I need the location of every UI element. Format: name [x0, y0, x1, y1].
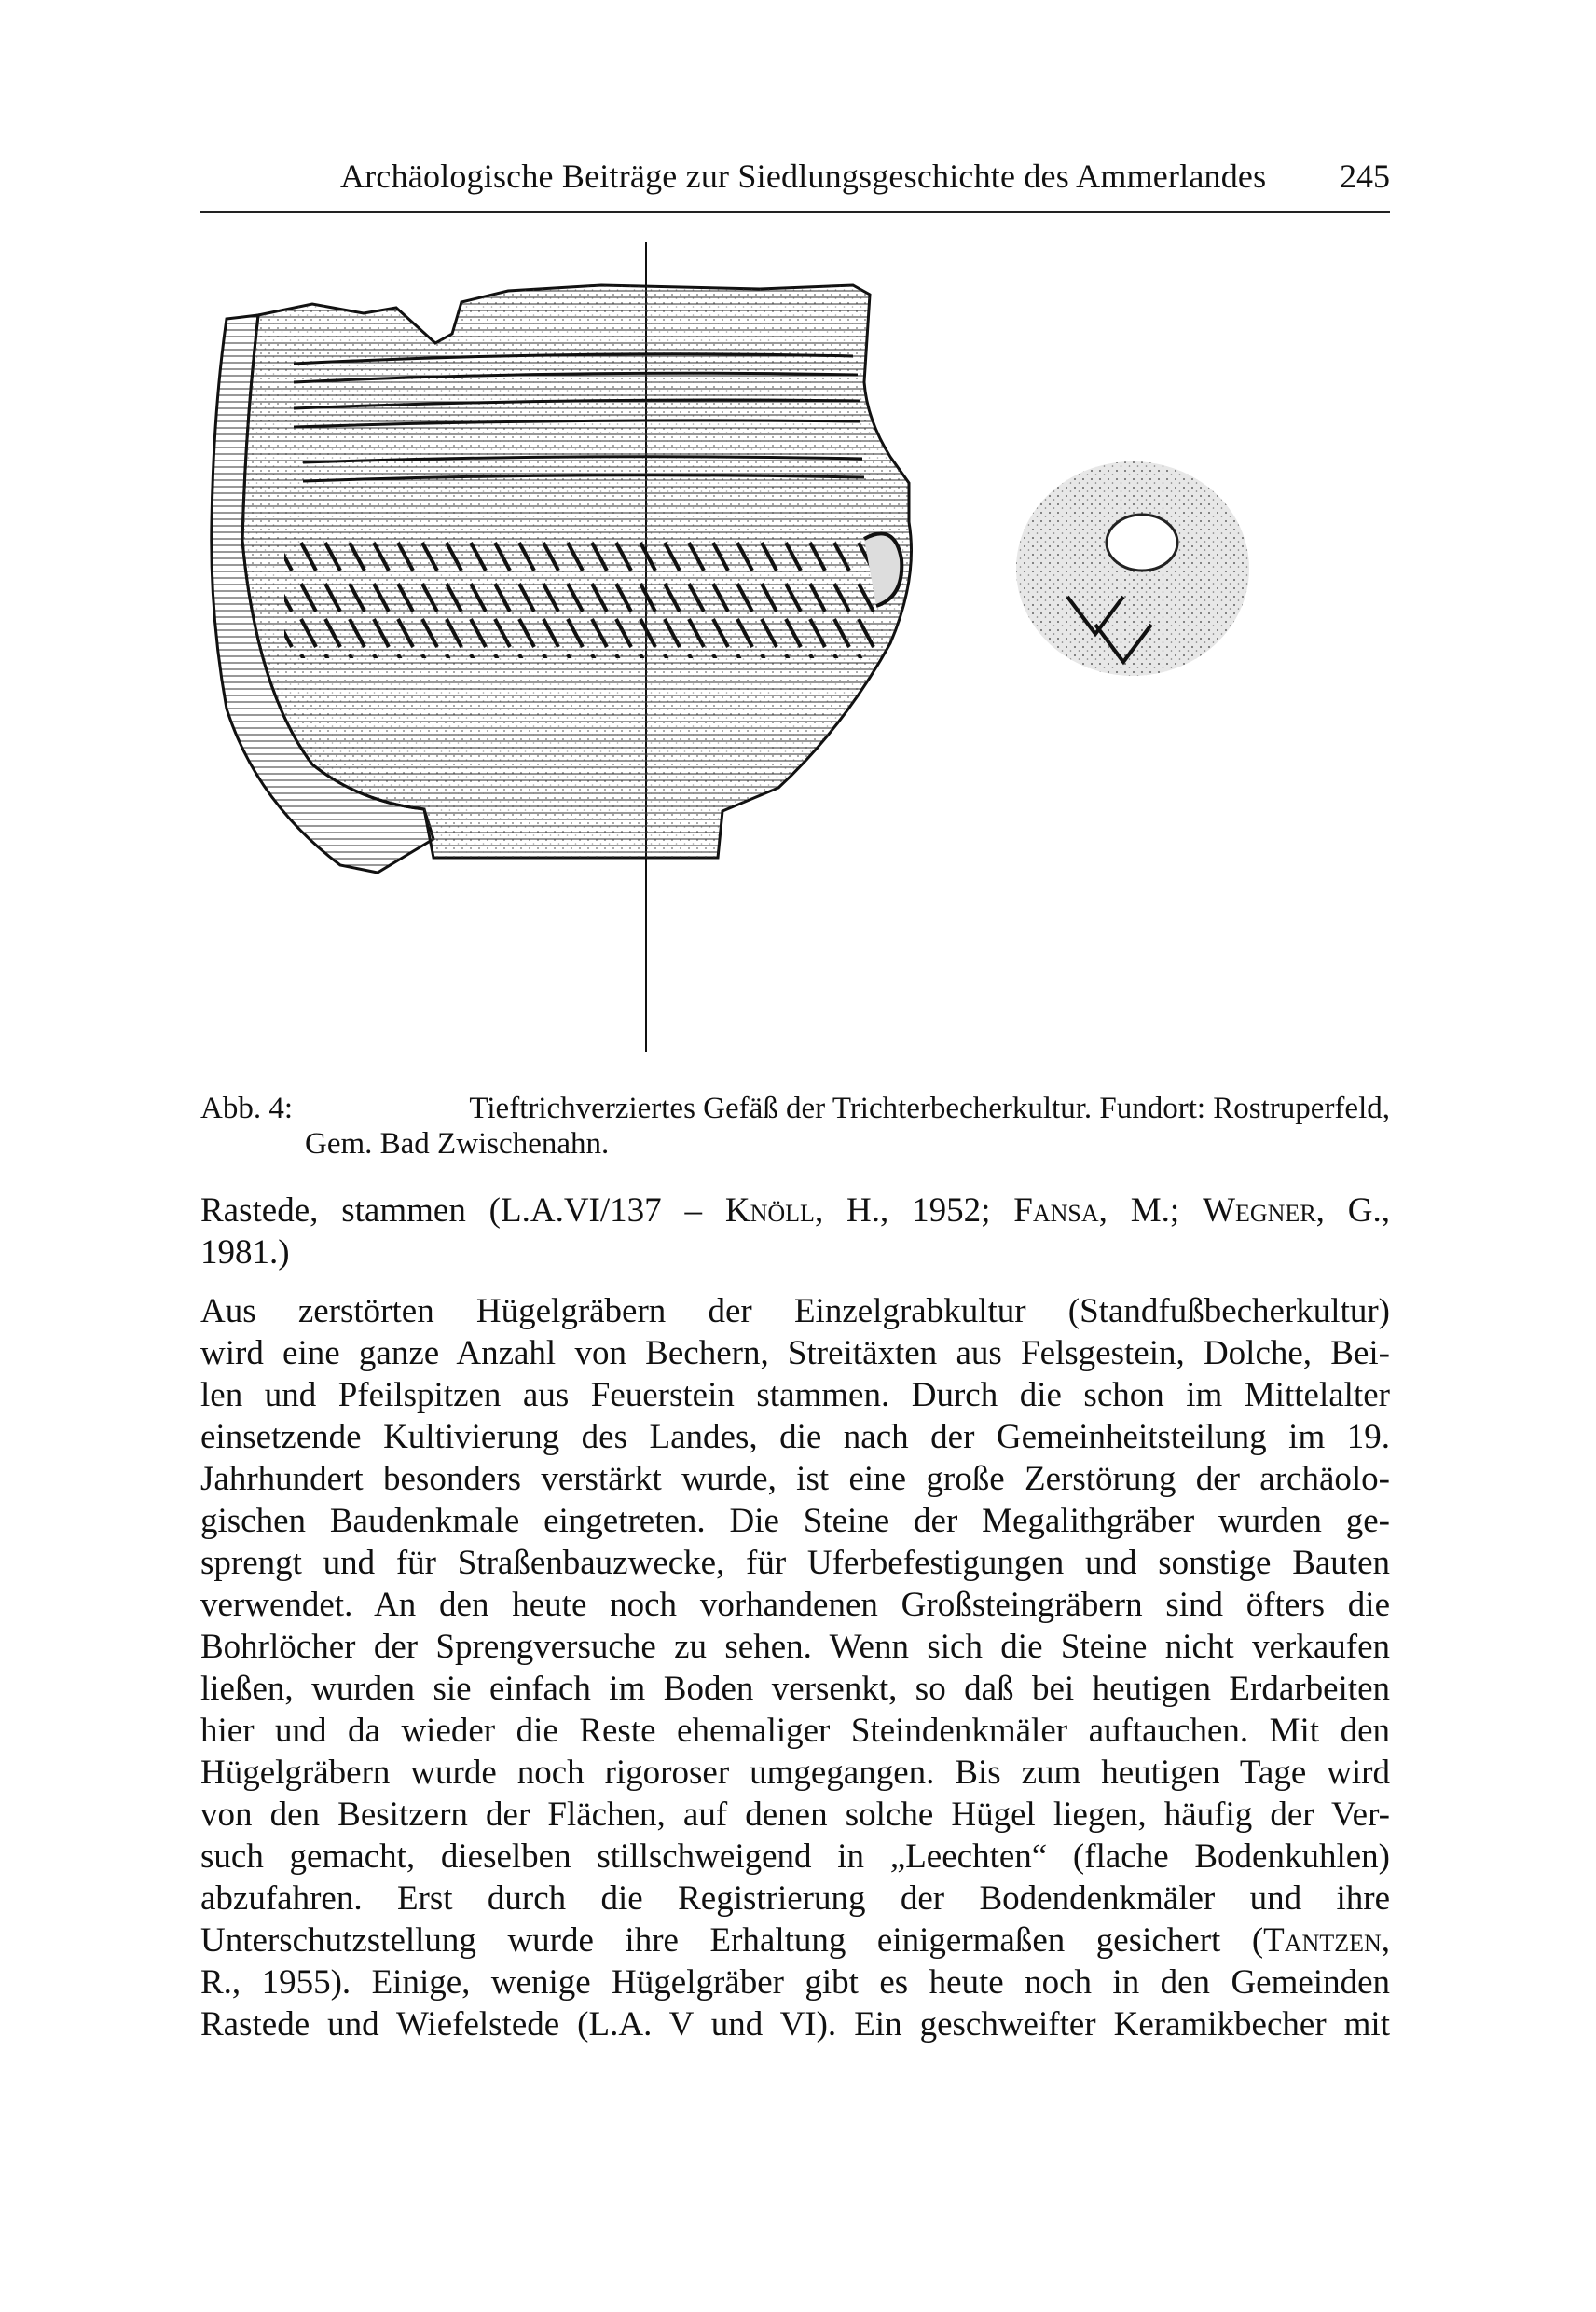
paragraph-2-line: abzufahren. Erst durch die Registrierung der Bodendenkmäler und ihre [200, 1879, 1390, 1918]
paragraph-2-line: von den Besitzern der Flächen, auf denen solche Hügel liegen, häufig der Ver- [200, 1796, 1390, 1834]
body-text [200, 1190, 1390, 2045]
running-title: Archäologische Beiträge zur Siedlungsgeschichte des Ammerlandes [340, 158, 1267, 195]
paragraph-2-line: Aus zerstörten Hügelgräbern der Einzelgrabkultur (Standfußbecherkultur) [200, 1292, 1390, 1330]
author-name: Knöll [724, 1191, 815, 1230]
figure-label: Abb. 4: [200, 1092, 293, 1125]
paragraph-2 [200, 1290, 1390, 2045]
paragraph-1 [200, 1190, 1390, 1273]
paragraph-2-line-16 [200, 1920, 1390, 1961]
caption-line-2: Gem. Bad Zwischenahn. [305, 1127, 610, 1161]
page-number: 245 [1340, 158, 1390, 195]
paragraph-2-line: hier und da wieder die Reste ehemaliger Steindenkmäler auftauchen. Mit den [200, 1712, 1390, 1750]
paragraph-1-line-2: 1981.) [200, 1233, 290, 1272]
figure-vessel-drawing [200, 242, 1390, 1063]
text-fragment: , M.; [1098, 1191, 1204, 1230]
chevron-band [284, 539, 881, 658]
paragraph-2-line: gischen Baudenkmale eingetreten. Die Steine der Megalithgräber wurden ge- [200, 1502, 1390, 1540]
caption-line-1 [200, 1091, 1390, 1126]
text-fragment: , H., 1952; [814, 1191, 1014, 1230]
author-name: Fansa [1013, 1191, 1099, 1230]
paragraph-2-line: Hügelgräbern wurde noch rigoroser umgegangen. Bis zum heutigen Tage wird [200, 1754, 1390, 1792]
text-fragment: , G., [1315, 1191, 1391, 1230]
lug-detail-hole [1107, 515, 1177, 571]
paragraph-2-line: wird eine ganze Anzahl von Bechern, Streitäxten aus Felsgestein, Dolche, Bei- [200, 1334, 1390, 1372]
paragraph-2-line: such gemacht, dieselben stillschweigend in „Leechten“ (flache Bodenkuhlen) [200, 1837, 1390, 1876]
paragraph-2-line: sprengt und für Straßenbauzwecke, für Uferbefestigungen und sonstige Bauten [200, 1544, 1390, 1582]
author-name: Wegner [1203, 1191, 1316, 1230]
paragraph-2-line: einsetzende Kultivierung des Landes, die nach der Gemeinheitsteilung im 19. [200, 1418, 1390, 1456]
text-fragment: , [1381, 1921, 1390, 1960]
figure-caption [200, 1091, 1390, 1162]
text-fragment: Unterschutzstellung wurde ihre Erhaltung einigermaßen gesichert ( [200, 1921, 1264, 1960]
paragraph-2-line-17: R., 1955). Einige, wenige Hügelgräber gibt es heute noch in den Gemeinden [200, 1963, 1390, 2002]
paragraph-2-line: Jahrhundert besonders verstärkt wurde, ist eine große Zerstörung der archäolo- [200, 1460, 1390, 1498]
paragraph-2-line: ließen, wurden sie einfach im Boden versenkt, so daß bei heutigen Erdarbeiten [200, 1670, 1390, 1708]
paragraph-2-line-18: Rastede und Wiefelstede (L.A. V und VI). Ein geschweifter Keramikbecher mit [200, 2005, 1390, 2044]
paragraph-2-line: verwendet. An den heute noch vorhandenen Großsteingräbern sind öfters die [200, 1586, 1390, 1624]
author-name: Tantzen [1263, 1921, 1382, 1960]
vessel-illustration [200, 242, 1390, 1063]
caption-text-1: Tieftrichverziertes Gefäß der Trichterbecherkultur. Fundort: Rostruperfeld, [469, 1092, 1390, 1125]
paragraph-2-line: len und Pfeilspitzen aus Feuerstein stammen. Durch die schon im Mittelalter [200, 1376, 1390, 1414]
paragraph-2-line: Bohrlöcher der Sprengversuche zu sehen. Wenn sich die Steine nicht verkaufen [200, 1628, 1390, 1666]
text-fragment: Rastede, stammen (L.A.VI/137 – [200, 1191, 725, 1230]
paragraph-1-line-1 [200, 1190, 1390, 1232]
page-header [200, 157, 1390, 213]
